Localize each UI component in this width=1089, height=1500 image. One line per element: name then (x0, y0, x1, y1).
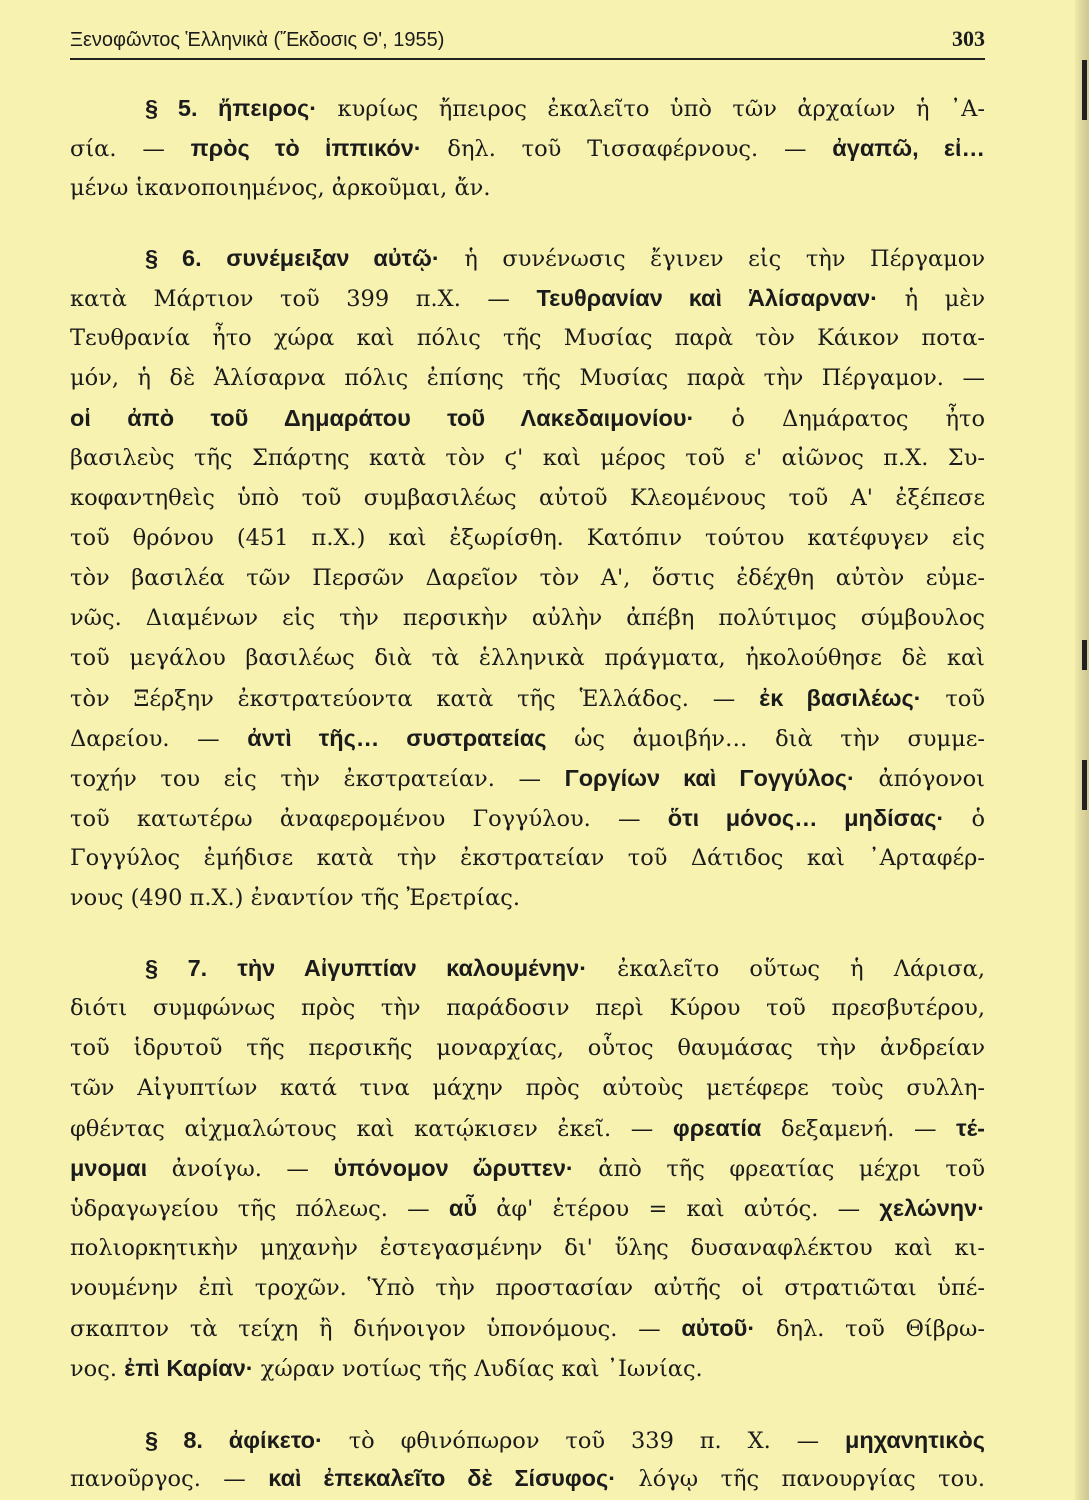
gloss-text: κυρίως ἤπειρος ἐκαλεῖτο ὑπὸ τῶν ἀρχαίων ἡ ᾿Α- (337, 96, 985, 122)
lemma: αὖ (448, 1195, 477, 1221)
lemma: οἱ ἀπὸ τοῦ Δημαράτου τοῦ Λακεδαιμονίου· (70, 405, 695, 431)
section-5-line-1 (145, 88, 985, 128)
lemma: ἀντὶ τῆς… συστρατείας (247, 725, 547, 751)
gloss-text: νουμένην ἐπὶ τροχῶν. Ὑπὸ τὴν προστασίαν αὐτῆς οἱ στρατιῶται ὑπέ- (70, 1275, 985, 1301)
header-rule (70, 58, 985, 60)
lemma: αὐτοῦ· (681, 1315, 756, 1341)
gloss-text: τοῦ ἱδρυτοῦ τῆς περσικῆς μοναρχίας, οὗτος θαυμάσας τὴν ἀνδρείαν (70, 1035, 985, 1061)
running-title: Ξενοφῶντος Ἑλληνικὰ (Ἔκδοσις Θ', 1955) (70, 29, 445, 51)
gloss-text: τοῦ κατωτέρω ἀναφερομένου Γογγύλου. — (70, 806, 641, 832)
gloss-text: τοχήν του εἰς τὴν ἐκστρατείαν. — (70, 766, 541, 792)
gloss-text: ἡ μὲν (904, 286, 985, 312)
edge-mark (1082, 60, 1087, 120)
gloss-text: φθέντας αἰχμαλώτους καὶ κατῴκισεν ἐκεῖ. — (70, 1116, 654, 1142)
section-6-line-7 (70, 478, 985, 518)
lemma: τὴν Αἰγυπτίαν καλουμένην· (237, 955, 588, 981)
gloss-text: λόγῳ τῆς πανουργίας του. (638, 1466, 985, 1492)
lemma: ὅτι μόνος… μηδίσας· (667, 805, 945, 831)
lemma: ὑπόνομον ὤρυττεν· (333, 1155, 574, 1181)
section-5-line-3 (70, 168, 985, 208)
gloss-text: κατὰ Μάρτιον τοῦ 399 π.Χ. — (70, 286, 510, 312)
gloss-text: τῶν Αἰγυπτίων κατά τινα μάχην πρὸς αὐτοὺς μετέφερε τοὺς συλλη- (70, 1075, 985, 1101)
lemma: ἐπὶ Καρίαν· (124, 1355, 254, 1381)
gloss-text: τὸν Ξέρξην ἐκστρατεύοντα κατὰ τῆς Ἑλλάδος. — (70, 686, 736, 712)
lemma: φρεατία (672, 1115, 762, 1141)
gloss-text: νους (490 π.Χ.) ἐναντίον τῆς Ἐρετρίας. (70, 885, 521, 911)
edge-mark (1082, 640, 1087, 670)
section-6-line-13 (70, 718, 985, 758)
lemma: χελώνην· (879, 1195, 985, 1221)
gloss-text: τοῦ θρόνου (451 π.Χ.) καὶ ἐξωρίσθη. Κατόπιν τούτου κατέφυγεν εἰς (70, 525, 985, 551)
section-6-line-3 (70, 318, 985, 358)
section-7-line-6 (70, 1148, 985, 1188)
gloss-text: τὸ φθινόπωρον τοῦ 339 π. Χ. — (348, 1428, 820, 1454)
gloss-text: ὁ (971, 806, 985, 832)
section-5-line-2 (70, 128, 985, 168)
section-6-line-5 (70, 398, 985, 438)
section-6-line-10 (70, 598, 985, 638)
section-7-line-2 (70, 988, 985, 1028)
section-6-line-16 (70, 838, 985, 878)
gloss-text: νος. (70, 1356, 117, 1382)
section-6-line-17 (70, 878, 985, 918)
section-7-line-4 (70, 1068, 985, 1108)
gloss-text: μένω ἱκανοποιημένος, ἀρκοῦμαι, ἄν. (70, 175, 491, 201)
gloss-text: ἀπόγονοι (878, 766, 985, 792)
lemma: ἐκ βασιλέως· (759, 685, 922, 711)
section-7-line-1 (145, 948, 985, 988)
gloss-text: χώραν νοτίως τῆς Λυδίας καὶ ᾿Ιωνίας. (260, 1356, 703, 1382)
section-number: § 6. (145, 245, 202, 271)
section-6-line-1 (145, 238, 985, 278)
section-6-line-8 (70, 518, 985, 558)
gloss-text: ἀνοίγω. — (171, 1156, 309, 1182)
section-8-line-2 (70, 1458, 985, 1498)
section-7-line-11 (70, 1348, 985, 1388)
gloss-text: μόν, ἡ δὲ Ἁλίσαρνα πόλις ἐπίσης τῆς Μυσίας παρὰ τὴν Πέργαμον. — (70, 365, 985, 391)
gloss-text: ὁ Δημάρατος ἦτο (731, 406, 985, 432)
gloss-text: Γογγύλος ἐμήδισε κατὰ τὴν ἐκστρατείαν τοῦ Δάτιδος καὶ ᾿Αρταφέρ- (70, 845, 985, 871)
lemma: ἤπειρος· (218, 95, 318, 121)
gloss-text: τοῦ μεγάλου βασιλέως διὰ τὰ ἑλληνικὰ πράγματα, ἠκολούθησε δὲ καὶ (70, 645, 985, 671)
section-6-line-6 (70, 438, 985, 478)
gloss-text: Τευθρανία ἦτο χώρα καὶ πόλις τῆς Μυσίας παρὰ τὸν Κάικον ποτα- (70, 325, 985, 351)
gloss-text: ὑδραγωγείου τῆς πόλεως. — (70, 1196, 430, 1222)
section-7-line-5 (70, 1108, 985, 1148)
section-7-line-10 (70, 1308, 985, 1348)
section-6-line-12 (70, 678, 985, 718)
section-6-line-9 (70, 558, 985, 598)
gloss-text: δηλ. τοῦ Τισσαφέρνους. — (447, 136, 807, 162)
running-header (70, 18, 985, 52)
gloss-text: ἡ συνένωσις ἔγινεν εἰς τὴν Πέργαμον (464, 246, 985, 272)
section-6-line-14 (70, 758, 985, 798)
page-edge (1075, 0, 1089, 1500)
gloss-text: τὸν βασιλέα τῶν Περσῶν Δαρεῖον τὸν Α', ὅστις ἐδέχθη αὐτὸν εὐμε- (70, 565, 985, 591)
gloss-text: τοῦ (945, 686, 985, 712)
gloss-text: Δαρείου. — (70, 726, 220, 752)
section-6-line-2 (70, 278, 985, 318)
gloss-text: ἀπὸ τῆς φρεατίας μέχρι τοῦ (598, 1156, 985, 1182)
gloss-text: κοφαντηθεὶς ὑπὸ τοῦ συμβασιλέως αὐτοῦ Κλεομένους τοῦ Α' ἐξέπεσε (70, 485, 985, 511)
lemma: μνομαι (70, 1155, 148, 1181)
section-7-line-8 (70, 1228, 985, 1268)
gloss-text: πανοῦργος. — (70, 1466, 246, 1492)
lemma: Γοργίων καὶ Γογγύλος· (564, 765, 855, 791)
lemma: συνέμειξαν αὐτῷ· (226, 245, 440, 271)
section-number: § 5. (145, 95, 198, 121)
lemma: μηχανητικὸς (845, 1427, 985, 1453)
gloss-text: δηλ. τοῦ Θίβρω- (775, 1316, 985, 1342)
section-6-line-15 (70, 798, 985, 838)
gloss-text: διότι συμφώνως πρὸς τὴν παράδοσιν περὶ Κύρου τοῦ πρεσβυτέρου, (70, 995, 985, 1021)
page-number: 303 (952, 26, 985, 51)
section-number: § 7. (145, 955, 208, 981)
section-8-line-1 (145, 1420, 985, 1460)
lemma: ἀφίκετο· (228, 1427, 323, 1453)
section-7-line-3 (70, 1028, 985, 1068)
gloss-text: ἀφ' ἑτέρου = καὶ αὐτός. — (496, 1196, 861, 1222)
gloss-text: δεξαμενή. — (780, 1116, 937, 1142)
edge-mark (1082, 760, 1087, 810)
section-7-line-7 (70, 1188, 985, 1228)
lemma: πρὸς τὸ ἱππικόν· (190, 135, 422, 161)
section-number: § 8. (145, 1427, 203, 1453)
section-7-line-9 (70, 1268, 985, 1308)
gloss-text: σκαπτον τὰ τείχη ἢ διήνοιγον ὑπονόμους. — (70, 1316, 661, 1342)
section-6-line-11 (70, 638, 985, 678)
gloss-text: σία. — (70, 136, 165, 162)
gloss-text: βασιλεὺς τῆς Σπάρτης κατὰ τὸν ϛ' καὶ μέρος τοῦ ε' αἰῶνος π.Χ. Συ- (70, 445, 985, 471)
gloss-text: πολιορκητικὴν μηχανὴν ἐστεγασμένην δι' ὕλης δυσαναφλέκτου καὶ κι- (70, 1235, 985, 1261)
gloss-text: νῶς. Διαμένων εἰς τὴν περσικὴν αὐλὴν ἀπέβη πολύτιμος σύμβουλος (70, 605, 985, 631)
gloss-text: ἐκαλεῖτο οὕτως ἡ Λάρισα, (617, 956, 985, 982)
lemma: καὶ ἐπεκαλεῖτο δὲ Σίσυφος· (268, 1465, 617, 1491)
lemma: τέ- (956, 1115, 985, 1141)
section-6-line-4 (70, 358, 985, 398)
gloss-text: ὡς ἀμοιβήν… διὰ τὴν συμμε- (574, 726, 985, 752)
lemma: Τευθρανίαν καὶ Ἁλίσαρναν· (536, 285, 878, 311)
lemma: ἀγαπῶ, εἰ… (832, 135, 985, 161)
